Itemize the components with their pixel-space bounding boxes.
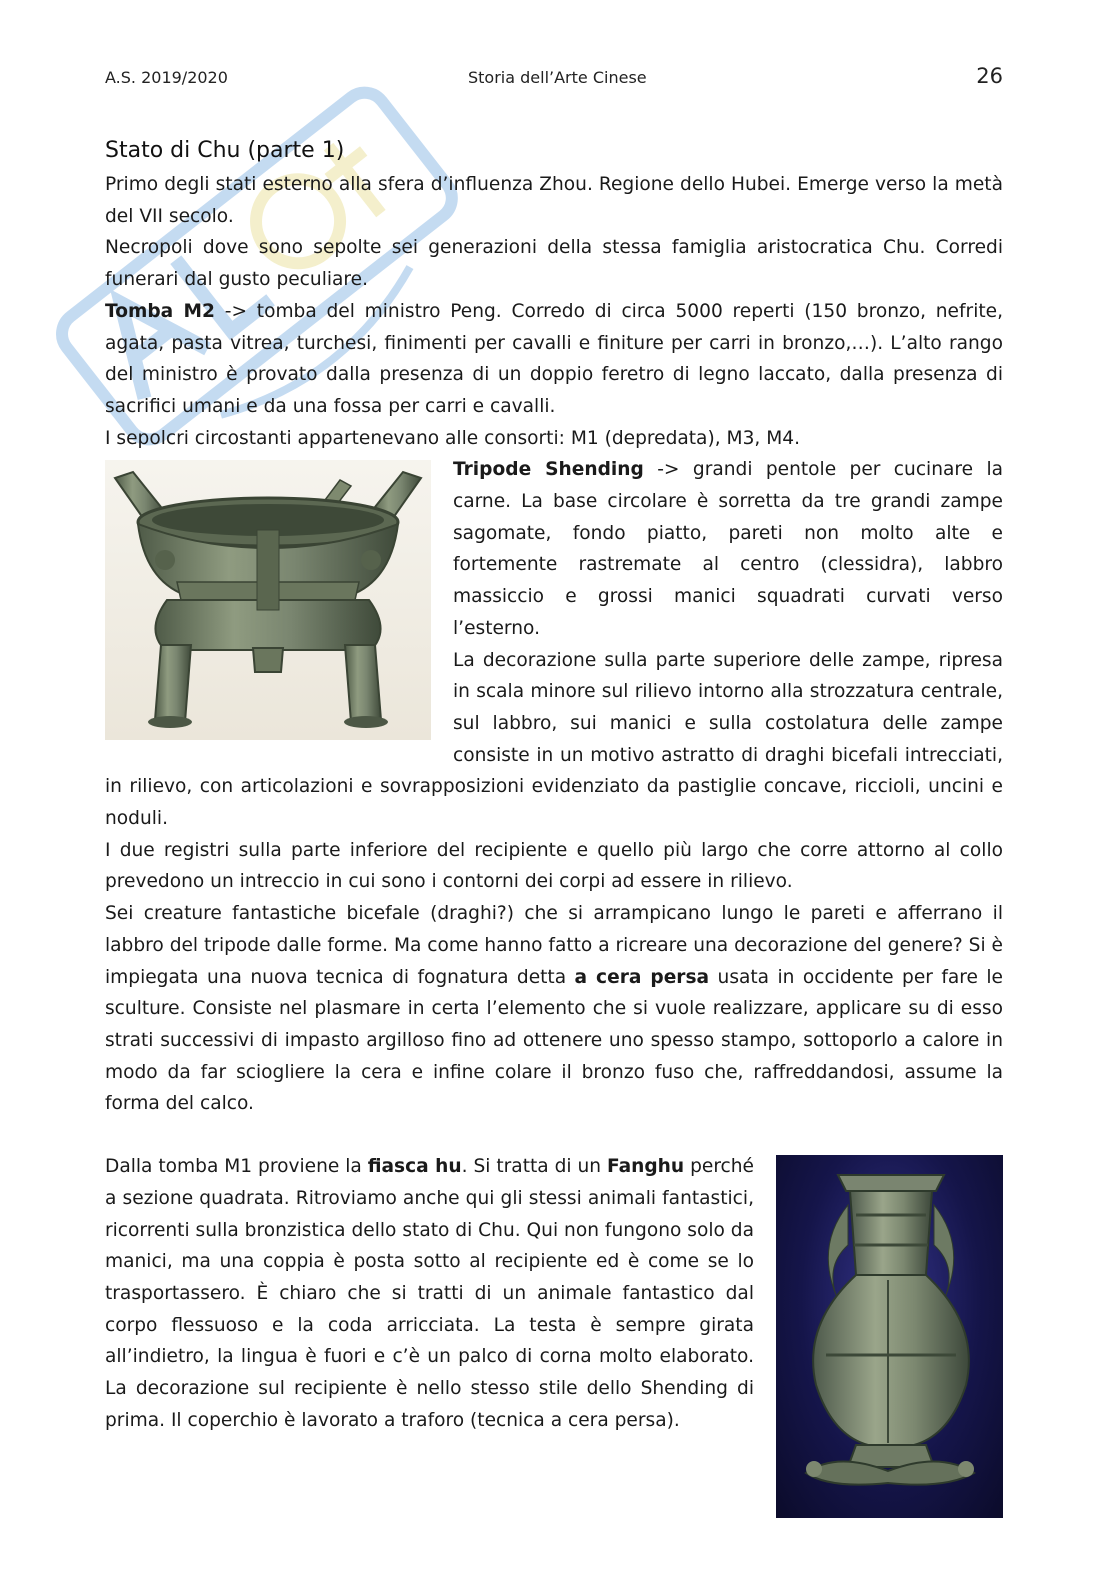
term-fanghu: Fanghu [606,1156,685,1178]
paragraph-cera-persa: Sei creature fantastiche bicefale (draghi?) che si arrampicano lungo le pareti e afferrano il labbro del tripode dalle forme. Ma come hanno fatto a ricreare una decorazione del genere? Si è impiegata una nuova tecnica di fognatura detta a cera persa usata in occidente per fare le sculture. Consiste nel plasmare in certa l’elemento che si vuole realizzare, applicare su di esso strati successivi di impasto argilloso fino ad ottenere uno spesso stampo, sottoporlo a calore in modo da far sciogliere la cera e infine colare il bronzo fuso che, raffreddandosi, assume la forma del calco. [105,903,1003,1115]
fanghu-vessel-image [776,1155,1003,1518]
shending-tripod-image [105,460,431,740]
document-body [105,134,1003,1528]
paragraph-necropoli: Necropoli dove sono sepolte sei generazioni della stessa famiglia aristocratica Chu. Corredi funerari dal gusto peculiare. [105,237,1003,291]
page-header [105,64,1003,94]
paragraph-sepolcri: I sepolcri circostanti appartenevano alle consorti: M1 (depredata), M3, M4. [105,427,801,449]
term-cera-persa: a cera persa [574,966,710,988]
term-fiasca-hu: fiasca hu [367,1156,462,1178]
page-number: 26 [976,64,1003,88]
term-tripode-shending: Tripode Shending [453,459,644,481]
paragraph-tripode: Tripode Shending -> grandi pentole per cucinare la carne. La base circolare è sorretta da tre grandi zampe sagomate, fondo piatto, pareti non molto alte e fortemente rastremate al centro (clessidra), labbro massiccio e grossi manici squadrati curvati verso l’esterno. [453,459,1003,639]
course-title: Storia dell’Arte Cinese [468,68,647,87]
section-title: Stato di Chu (parte 1) [105,138,345,163]
paragraph-intro: Primo degli stati esterno alla sfera d’influenza Zhou. Regione dello Hubei. Emerge verso la metà del VII secolo. [105,174,1003,227]
spacer [105,1120,1003,1151]
paragraph-decorazione: La decorazione sulla parte superiore delle zampe, ripresa in scala minore sul rilievo intorno alla strozzatura centrale, sul labbro, sui manici e sulla costolatura delle zampe consiste in un motivo astratto di draghi bicefali intrecciati, in rilievo, con articolazioni e sovrapposizioni evidenziato da pastiglie concave, riccioli, uncini e noduli. [105,649,1003,830]
paragraph-registri: I due registri sulla parte inferiore del recipiente e quello più largo che corre attorno al collo prevedono un intreccio in cui sono i contorni dei corpi ad essere in rilievo. [105,839,1003,893]
paragraph-fiasca-hu: Dalla tomba M1 proviene la fiasca hu. Si tratta di un Fanghu perché a sezione quadrata. Ritroviamo anche qui gli stessi animali fantastici, ricorrenti sulla bronzistica dello stato di Chu. Qui non fungono solo da manici, ma una coppia è posta sotto al recipiente ed è come se lo trasportassero. È chiaro che si tratti di un animale fantastico dal corpo flessuoso e la coda arricciata. La testa è sempre girata all’indietro, la lingua è fuori e c’è un palco di corna molto elaborato. La decorazione sul recipiente è nello stesso stile dello Shending di prima. Il coperchio è lavorato a traforo (tecnica a cera persa). [105,1156,755,1431]
academic-year: A.S. 2019/2020 [105,68,228,87]
paragraph-tomba-m2: Tomba M2 -> tomba del ministro Peng. Corredo di circa 5000 reperti (150 bronzo, nefrite, agata, pasta vitrea, turchesi, finimenti per cavalli e finiture per carri in bronzo,…). L’alto rango del ministro è provato dalla presenza di un doppio feretro di legno laccato, dalla presenza di sacrifici umani e da una fossa per carri e cavalli. [105,300,1003,417]
term-tomba-m2: Tomba M2 [105,300,215,322]
